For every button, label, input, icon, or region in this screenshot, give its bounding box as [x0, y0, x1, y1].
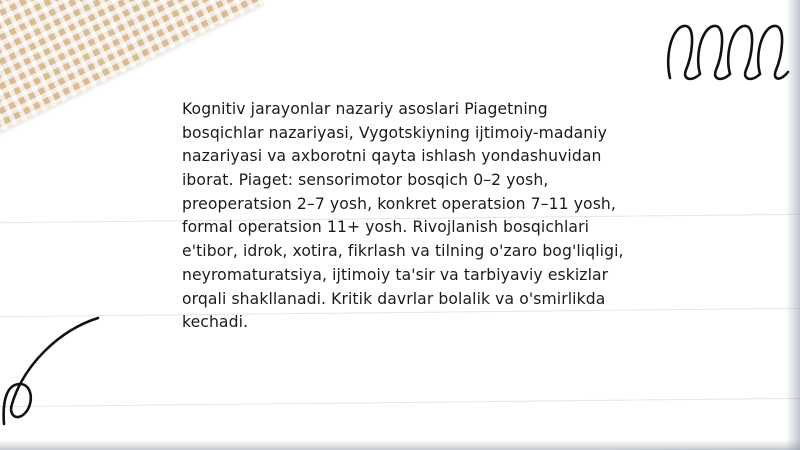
scribble-hook-icon [2, 312, 112, 432]
page-bottom-edge-shadow [0, 440, 800, 450]
scribble-loops-icon [662, 12, 792, 87]
rule-line [0, 398, 800, 408]
slide-body-text: Kognitiv jarayonlar nazariy asoslari Piagetning bosqichlar nazariyasi, Vygotskiyning ijtimoiy-madaniy nazariyasi va axborotni qayta ishlash yondashuvidan iborat. Piaget: sensorimotor bosqich 0–2 yosh, preoperatsion 2–7 yosh, konkret operatsion 7–11 yosh, formal operatsion 11+ yosh. Rivojlanish bosqichlari e'tibor, idrok, xotira, fikrlash va tilning o'zaro bog'liqligi, neyromaturatsiya, ijtimoiy ta'sir va tarbiyaviy eskizlar orqali shakllanadi. Kritik davrlar bolalik va o'smirlikda kechadi. [182, 100, 629, 332]
